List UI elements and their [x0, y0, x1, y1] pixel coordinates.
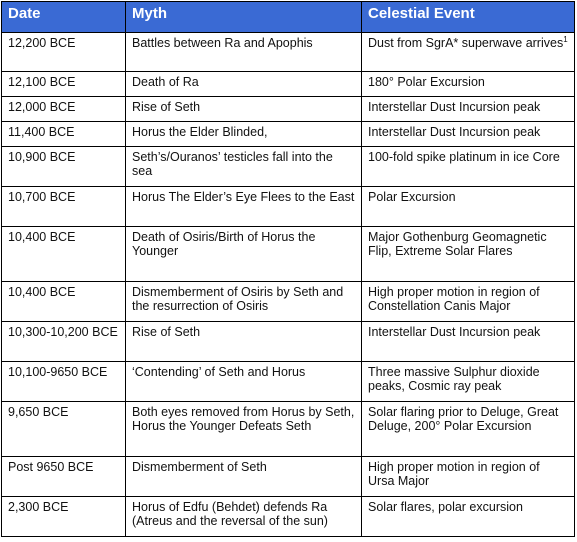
footnote-marker: 1 — [563, 34, 568, 44]
table-row — [2, 497, 575, 537]
myth-cell: ‘Contending’ of Seth and Horus — [126, 362, 362, 402]
table-row — [2, 72, 575, 97]
date-cell: 10,400 BCE — [2, 227, 126, 282]
table-row — [2, 362, 575, 402]
date-cell: 12,100 BCE — [2, 72, 126, 97]
event-cell: Solar flaring prior to Deluge, Great Deluge, 200° Polar Excursion — [362, 402, 575, 457]
table-row — [2, 227, 575, 282]
date-cell: 10,400 BCE — [2, 282, 126, 322]
myth-cell: Horus of Edfu (Behdet) defends Ra (Atreus and the reversal of the sun) — [126, 497, 362, 537]
myth-cell: Dismemberment of Seth — [126, 457, 362, 497]
myth-celestial-table — [1, 1, 575, 537]
event-cell: Solar flares, polar excursion — [362, 497, 575, 537]
header-date: Date — [2, 2, 126, 33]
myth-cell: Seth’s/Ouranos’ testicles fall into the sea — [126, 147, 362, 187]
event-cell: High proper motion in region of Ursa Major — [362, 457, 575, 497]
event-cell: Interstellar Dust Incursion peak — [362, 97, 575, 122]
date-cell: Post 9650 BCE — [2, 457, 126, 497]
table-row — [2, 457, 575, 497]
date-cell: 10,300-10,200 BCE — [2, 322, 126, 362]
table-row — [2, 322, 575, 362]
myth-cell: Death of Osiris/Birth of Horus the Younger — [126, 227, 362, 282]
event-cell: High proper motion in region of Constellation Canis Major — [362, 282, 575, 322]
date-cell: 12,200 BCE — [2, 33, 126, 72]
myth-cell: Death of Ra — [126, 72, 362, 97]
event-cell: 100-fold spike platinum in ice Core — [362, 147, 575, 187]
date-cell: 12,000 BCE — [2, 97, 126, 122]
date-cell: 10,700 BCE — [2, 187, 126, 227]
date-cell: 9,650 BCE — [2, 402, 126, 457]
event-cell: Interstellar Dust Incursion peak — [362, 322, 575, 362]
myth-cell: Rise of Seth — [126, 322, 362, 362]
event-cell: 180° Polar Excursion — [362, 72, 575, 97]
myth-cell: Rise of Seth — [126, 97, 362, 122]
myth-cell: Horus the Elder Blinded, — [126, 122, 362, 147]
event-cell: Polar Excursion — [362, 187, 575, 227]
table-row — [2, 402, 575, 457]
event-cell: Three massive Sulphur dioxide peaks, Cosmic ray peak — [362, 362, 575, 402]
myth-cell: Both eyes removed from Horus by Seth, Horus the Younger Defeats Seth — [126, 402, 362, 457]
date-cell: 11,400 BCE — [2, 122, 126, 147]
date-cell: 2,300 BCE — [2, 497, 126, 537]
myth-cell: Horus The Elder’s Eye Flees to the East — [126, 187, 362, 227]
event-cell: Major Gothenburg Geomagnetic Flip, Extreme Solar Flares — [362, 227, 575, 282]
event-cell — [362, 33, 575, 72]
event-cell: Interstellar Dust Incursion peak — [362, 122, 575, 147]
table-row — [2, 33, 575, 72]
table-row — [2, 122, 575, 147]
event-text: Dust from SgrA* superwave arrives — [368, 36, 564, 50]
table-row — [2, 147, 575, 187]
date-cell: 10,900 BCE — [2, 147, 126, 187]
table-header-row — [2, 2, 575, 33]
table-row — [2, 282, 575, 322]
myth-cell: Dismemberment of Osiris by Seth and the resurrection of Osiris — [126, 282, 362, 322]
table-row — [2, 187, 575, 227]
header-myth: Myth — [126, 2, 362, 33]
date-cell: 10,100-9650 BCE — [2, 362, 126, 402]
table-row — [2, 97, 575, 122]
myth-cell: Battles between Ra and Apophis — [126, 33, 362, 72]
header-celestial-event: Celestial Event — [362, 2, 575, 33]
